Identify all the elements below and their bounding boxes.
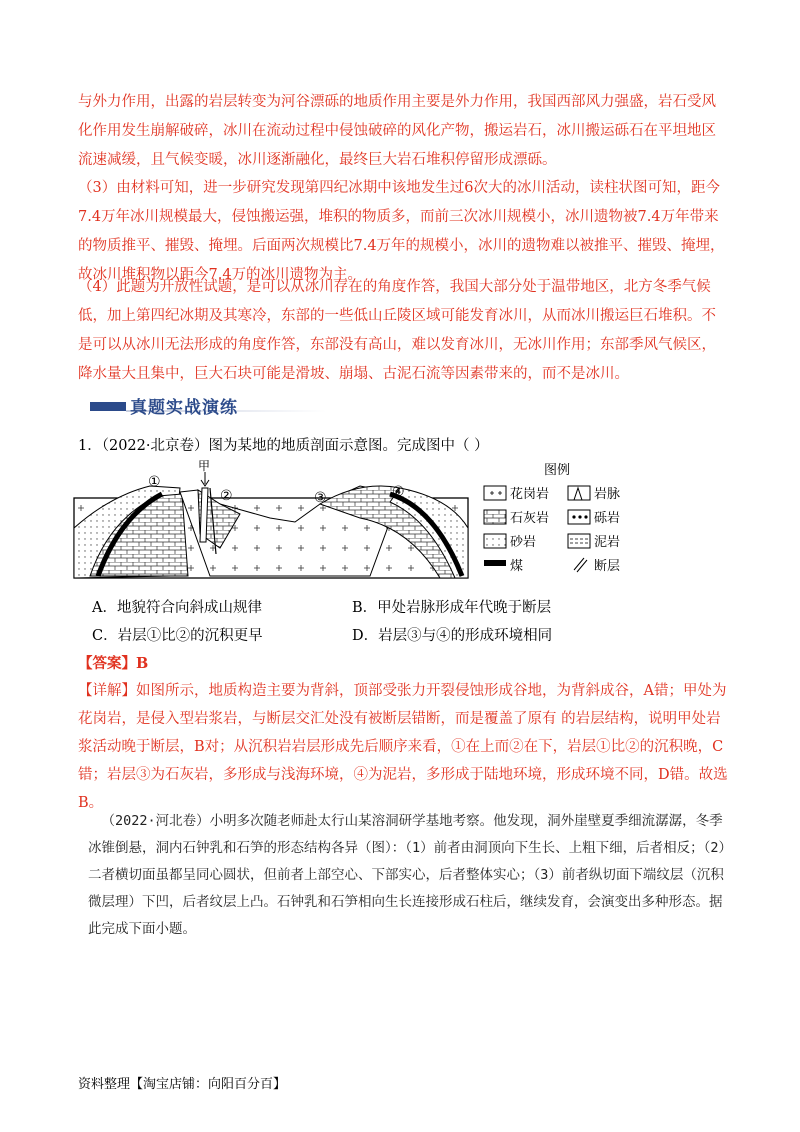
banner-bar	[90, 402, 126, 411]
geologic-profile-figure	[70, 458, 650, 588]
legend-conglomerate	[568, 510, 620, 526]
option-c: C．岩层①比②的沉积更早	[92, 628, 263, 644]
option-a: A．地貌符合向斜成山规律	[92, 600, 262, 616]
legend-coal	[484, 558, 523, 574]
analysis-paragraph-3: （3）由材料可知，进一步研究发现第四纪冰期中该地发生过6次大的冰川活动，读柱状图可知，距今7.4万年冰川规模最大，侵蚀搬运强，堆积的物质多，而前三次冰川规模小，冰川遗物被7.4万年带来的物质推平、摧毁、掩埋。后面两次规模比7.4万年的规模小，冰川的遗物难以被推平、摧毁、掩埋，故冰川堆积物以距今7.4万的冰川遗物为主。	[78, 180, 725, 283]
option-b: B．甲处岩脉形成年代晚于断层	[352, 600, 552, 616]
arrow-jia	[201, 472, 209, 486]
svg-text:泥岩: 泥岩	[594, 535, 621, 550]
label-4: ④	[392, 484, 405, 500]
label-1: ①	[148, 474, 161, 490]
svg-text:砾岩: 砾岩	[594, 511, 621, 526]
footer-source: 资料整理【淘宝店铺：向阳百分百】	[78, 1077, 287, 1092]
section-banner	[90, 393, 270, 419]
analysis-paragraph-4: （4）此题为开放性试题，是可以从冰川存在的角度作答，我国大部分处于温带地区，北方冬季气候低，加上第四纪冰期及其寒冷，东部的一些低山丘陵区域可能发育冰川，从而冰川搬运巨石堆积。不是可以从冰川无法形成的角度作答，东部没有高山，难以发育冰川，无冰川作用；东部季风气候区，降水量大且集中，巨大石块可能是滑坡、崩塌、古泥石流等因素带来的，而不是冰川。	[78, 279, 716, 382]
answer-label: 【答案】B	[78, 655, 149, 672]
option-d: D．岩层③与④的形成环境相同	[352, 628, 553, 644]
label-2: ②	[220, 488, 233, 504]
legend-mudstone	[568, 534, 620, 550]
label-jia: 甲	[198, 459, 211, 473]
legend-granite	[484, 486, 549, 502]
question-1-stem: 1．（2022·北京卷）图为某地的地质剖面示意图。完成图中（ ）	[78, 438, 489, 454]
svg-text:砂岩: 砂岩	[510, 535, 537, 550]
legend-limestone	[484, 510, 549, 526]
svg-text:石灰岩: 石灰岩	[510, 511, 550, 526]
legend-dike	[568, 486, 620, 502]
section-title: 真题实战演练	[130, 398, 238, 418]
legend-fault	[574, 558, 620, 574]
svg-text:岩脉: 岩脉	[594, 487, 621, 502]
analysis-paragraph-1: 与外力作用，出露的岩层转变为河谷漂砾的地质作用主要是外力作用，我国西部风力强盛，岩石受风化作用发生崩解破碎，冰川在流动过程中侵蚀破碎的风化产物，搬运岩石，冰川搬运砾石在平坦地区流速减缓，且气候变暖，冰川逐渐融化，最终巨大岩石堆积停留形成漂砾。	[78, 94, 716, 168]
svg-text:花岗岩: 花岗岩	[510, 487, 550, 502]
answer-detail: 【详解】如图所示，地质构造主要为背斜，顶部受张力开裂侵蚀形成谷地，为背斜成谷，A错；甲处为花岗岩，是侵入型岩浆岩，与断层交汇处没有被断层错断，而是覆盖了原有 的岩层结构，说明甲处岩浆活动晚于断层，B对；从沉积岩岩层形成先后顺序来看，①在上而②在下，岩层①比②的沉积晚，C错；岩层③为石灰岩，多形成与浅海环境，④为泥岩，多形成于陆地环境，形成环境不同，D错。故选B。	[78, 683, 728, 811]
svg-text:断层: 断层	[594, 559, 621, 574]
legend-title: 图例	[544, 463, 571, 478]
question-2-intro: （2022·河北卷）小明多次随老师赴太行山某溶洞研学基地考察。他发现，洞外崖壁夏季细流潺潺，冬季冰锥倒悬，洞内石钟乳和石笋的形态结构各异（图）：（1）前者由洞顶向下生长、上粗下细，后者相反；（2）二者横切面虽都呈同心圆状，但前者上部空心、下部实心，后者整体实心；（3）前者纵切面下端纹层（沉积微层理）下凹，后者纹层上凸。石钟乳和石笋相向生长连接形成石柱后，继续发育，会演变出多种形态。据此完成下面小题。	[88, 813, 726, 937]
legend-sandstone	[484, 534, 536, 550]
dike	[200, 488, 208, 542]
label-3: ③	[314, 490, 327, 506]
svg-text:煤: 煤	[510, 559, 524, 574]
